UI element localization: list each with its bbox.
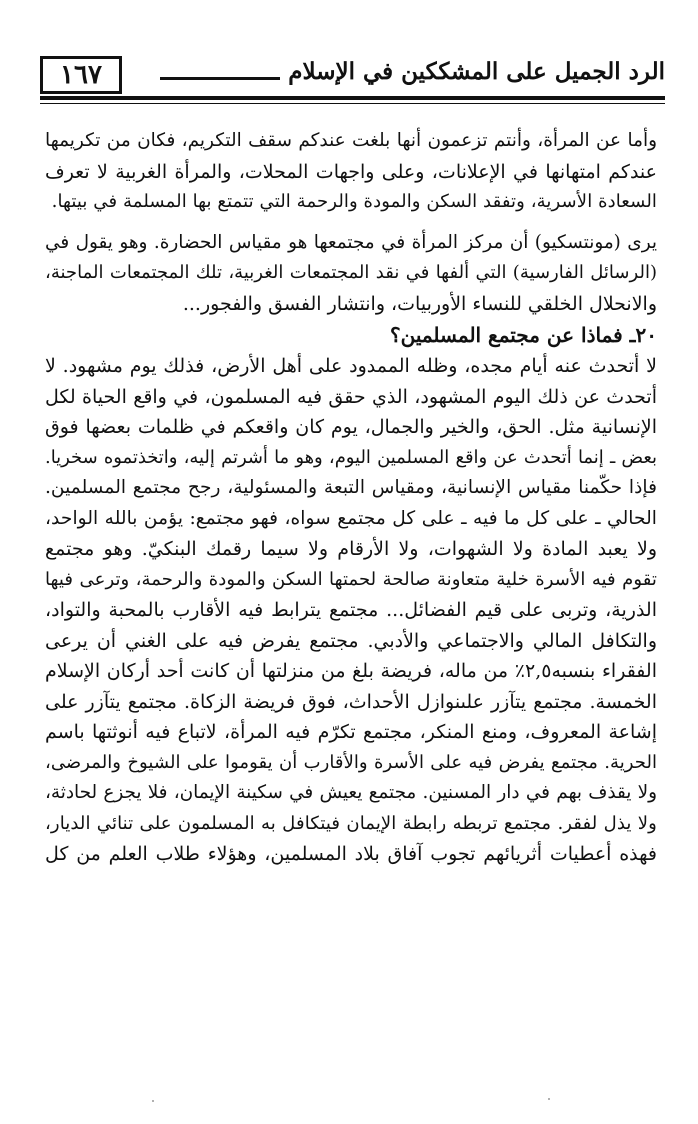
book-title: الرد الجميل على المشككين في الإسلام [288, 58, 665, 85]
page-header [40, 50, 665, 106]
text-line: عندكم امتهانها في الإعلانات، وعلى واجهات المحلات، والمرأة الغربية لا تعرف [45, 160, 657, 183]
text-line: والتكافل المالي والاجتماعي والأدبي. مجتمع يفرض فيه على الغني أن يرعى [45, 629, 657, 652]
text-line: فهذه أعطيات أثريائهم تجوب آفاق بلاد المسلمين، وهؤلاء طلاب العلم من كل [45, 843, 657, 865]
text-line: الحرية. مجتمع يفرض فيه على الأسرة والأقارب أن يقوموا على الشيوخ والمرضى، [45, 751, 657, 773]
text-line: فإذا حكّمنا مقياس الإنسانية، ومقياس التبعة والمسئولية، رجح مجتمع المسلمين. [45, 477, 657, 498]
text-line: أتحدث عن ذلك اليوم المشهود، الذي حقق فيه المسلمون، في واقع الحياة لكل [45, 385, 657, 408]
text-line: لا أتحدث عنه أيام مجده، وظله الممدود على أهل الأرض، فذلك يوم مشهود. لا [45, 355, 657, 377]
paragraph-montesquieu [45, 228, 657, 320]
text-line: يرى (مونتسكيو) أن مركز المرأة في مجتمعها هو مقياس الحضارة. وهو يقول في [45, 231, 657, 253]
text-line: الإنسانية مثل. الحق، والخير والجمال، يوم كان واقعكم في ظلمات بعضها فوق [45, 416, 657, 438]
page-body [45, 126, 657, 870]
text-line: إشاعة المعروف، ومنع المنكر، مجتمع تكرّم فيه المرأة، لاتباع فيه أنوثتها باسم [45, 721, 657, 743]
text-line: ولا يقذف بهم في دار المسنين. مجتمع يعيش في سكينة الإيمان، فلا يجزع لحادثة، [45, 782, 657, 803]
text-line: الذرية، وتربى على قيم الفضائل... مجتمع يترابط فيه الأقارب بالمحبة والتواد، [45, 599, 657, 621]
scan-speck [548, 1098, 550, 1100]
text-line: (الرسائل الفارسية) التي ألفها في نقد المجتمعات الغربية، تلك المجتمعات الماجنة، [45, 262, 657, 283]
section-heading: ٢٠ـ فماذا عن مجتمع المسلمين؟ [389, 323, 657, 347]
paragraph-muslim-society [45, 351, 657, 870]
header-rule-thick [40, 96, 665, 100]
text-line: ولا يذل لفقر. مجتمع تربطه رابطة الإيمان فيتكافل به المسلمون على تنائي الديار، [45, 812, 657, 834]
text-line: وأما عن المرأة، وأنتم تزعمون أنها بلغت عندكم سقف التكريم، فكان من تكريمها [45, 130, 657, 151]
text-line: الخمسة. مجتمع يتآزر علىنوازل الأحداث، فوق فريضة الزكاة. مجتمع يتآزر على [45, 690, 657, 713]
page-number: ١٦٧ [40, 56, 122, 94]
header-rule-thin [40, 103, 665, 104]
text-line: تقوم فيه الأسرة خلية متعاونة صالحة لحمتها السكن والمودة والرحمة، وترعى فيها [45, 568, 657, 590]
paragraph-woman-status [45, 126, 657, 218]
text-line: بعض ـ إنما أتحدث عن واقع المسلمين اليوم، وهو ما أشرتم إليه، واتخذتموه سخريا. [45, 446, 657, 468]
text-line: الفقراء بنسبه٢,٥٪ من ماله، فريضة بلغ من منزلتها أن كانت أحد أركان الإسلام [45, 660, 657, 682]
text-line: والانحلال الخلقي للنساء الأوربيات، وانتشار الفسق والفجور... [182, 292, 657, 315]
text-line: السعادة الأسرية، وتفقد السكن والمودة والرحمة التي تتمتع بها المسلمة في بيتها. [51, 191, 657, 212]
header-dash-line [160, 77, 280, 80]
text-line: ولا يعبد المادة ولا الشهوات، ولا الأرقام ولا سيما رقمك البنكيّ. وهو مجتمع [45, 538, 657, 560]
scan-speck [152, 1100, 154, 1102]
paragraph-gap [45, 218, 657, 228]
text-line: الحالي ـ على كل ما فيه ـ على كل مجتمع سواه، فهو مجتمع: يؤمن بالله الواحد، [45, 507, 657, 529]
